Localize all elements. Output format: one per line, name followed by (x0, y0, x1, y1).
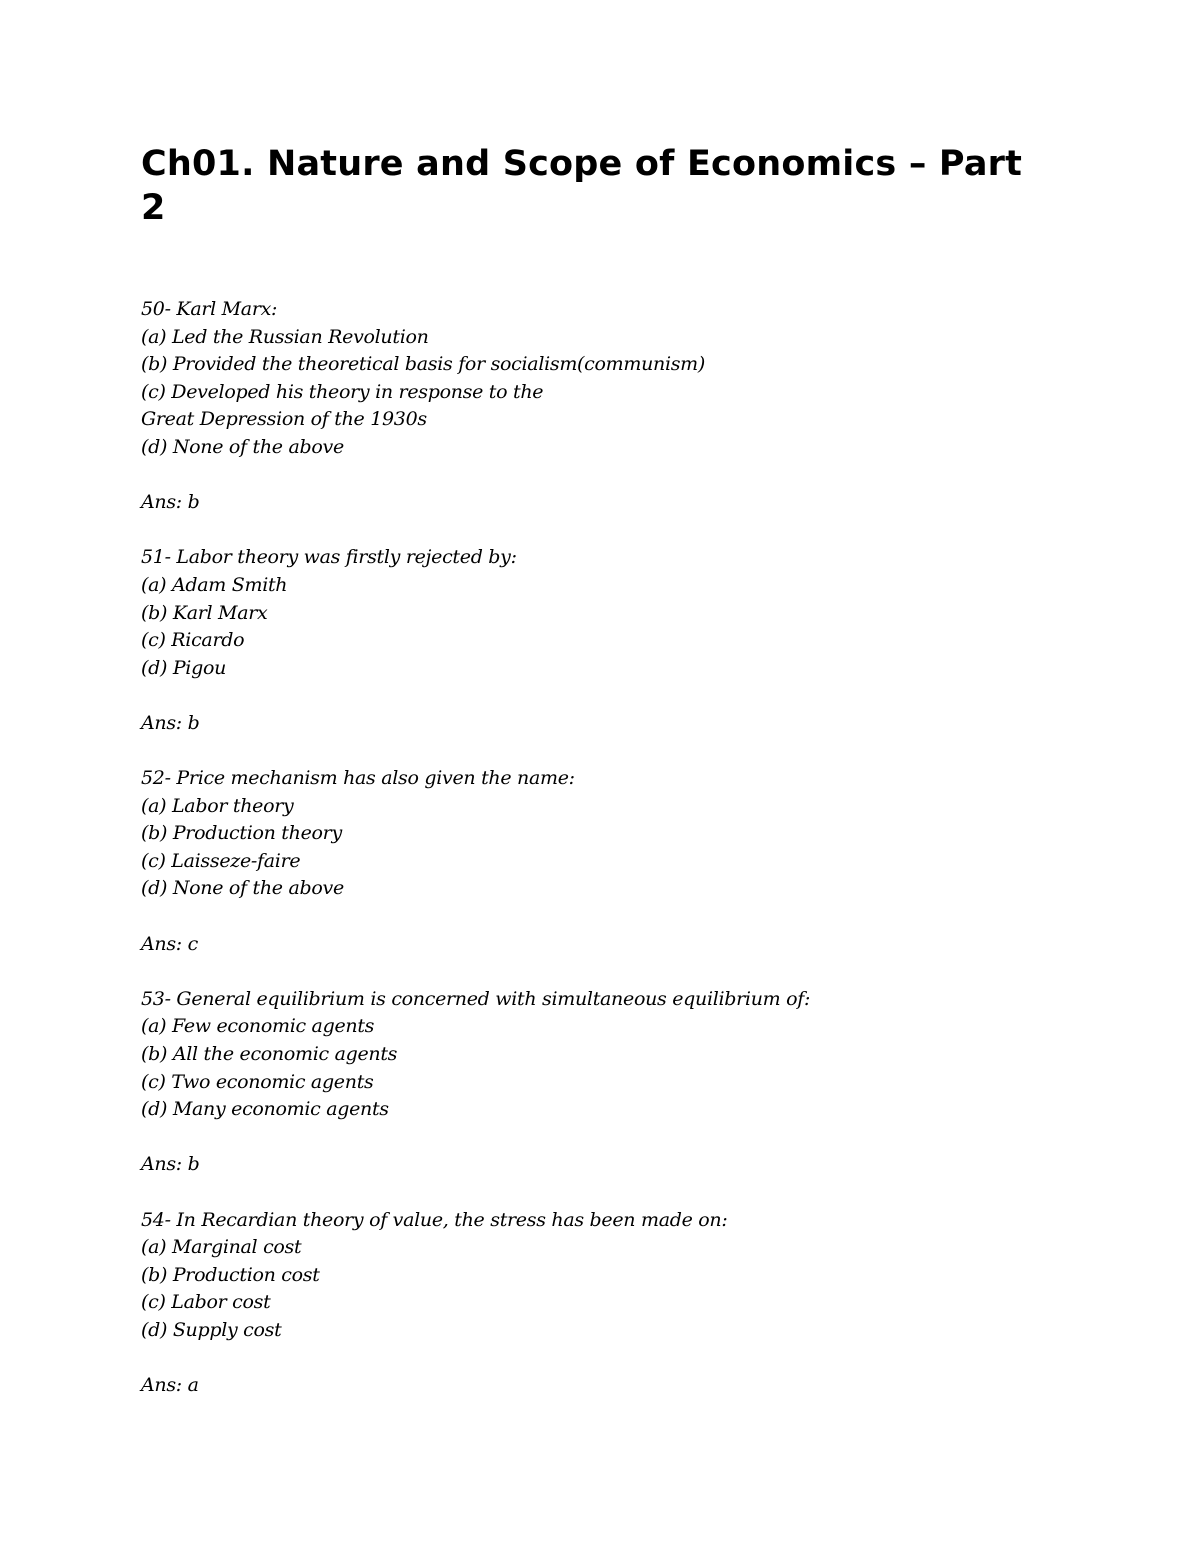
option-line: (a) Marginal cost (141, 1236, 302, 1259)
option-line: (c) Labor cost (141, 1291, 271, 1314)
option-line: Great Depression of the 1930s (141, 408, 427, 431)
option-line: (d) None of the above (141, 877, 344, 900)
option-line: (a) Labor theory (141, 794, 294, 817)
option-line: (d) Many economic agents (141, 1098, 389, 1121)
question-50 (141, 296, 1041, 517)
question-stem: 50- Karl Marx: (141, 298, 278, 320)
option-line: (c) Two economic agents (141, 1070, 374, 1093)
option-line: (a) Few economic agents (141, 1015, 375, 1038)
option-line: (c) Ricardo (141, 629, 245, 652)
option-line: (d) Pigou (141, 656, 227, 679)
question-list (141, 296, 1041, 1427)
question-53 (141, 986, 1041, 1179)
question-52 (141, 765, 1041, 958)
question-stem: 52- Price mechanism has also given the name: (141, 767, 575, 790)
option-line: (d) Supply cost (141, 1318, 282, 1341)
option-line: (b) Karl Marx (141, 601, 268, 624)
option-line: (b) Production cost (141, 1263, 320, 1286)
question-54 (141, 1207, 1041, 1400)
document-title: Ch01. Nature and Scope of Economics – Part 2 (141, 144, 1023, 228)
option-line: (c) Laisseze-faire (141, 849, 301, 872)
question-51 (141, 544, 1041, 737)
answer-line: Ans: b (141, 1153, 200, 1176)
option-line: (a) Led the Russian Revolution (141, 325, 429, 348)
option-line: (d) None of the above (141, 435, 344, 458)
question-stem: 53- General equilibrium is concerned with simultaneous equilibrium of: (141, 987, 811, 1010)
option-line: (a) Adam Smith (141, 573, 288, 596)
question-stem: 51- Labor theory was firstly rejected by: (141, 546, 517, 569)
option-line: (b) All the economic agents (141, 1043, 398, 1066)
answer-line: Ans: b (141, 491, 200, 514)
option-line: (c) Developed his theory in response to the (141, 380, 544, 403)
option-line: (b) Provided the theoretical basis for socialism(communism) (141, 353, 705, 376)
answer-line: Ans: b (141, 711, 200, 734)
question-stem: 54- In Recardian theory of value, the stress has been made on: (141, 1208, 728, 1231)
answer-line: Ans: c (141, 932, 198, 955)
option-line: (b) Production theory (141, 822, 342, 845)
answer-line: Ans: a (141, 1374, 199, 1397)
